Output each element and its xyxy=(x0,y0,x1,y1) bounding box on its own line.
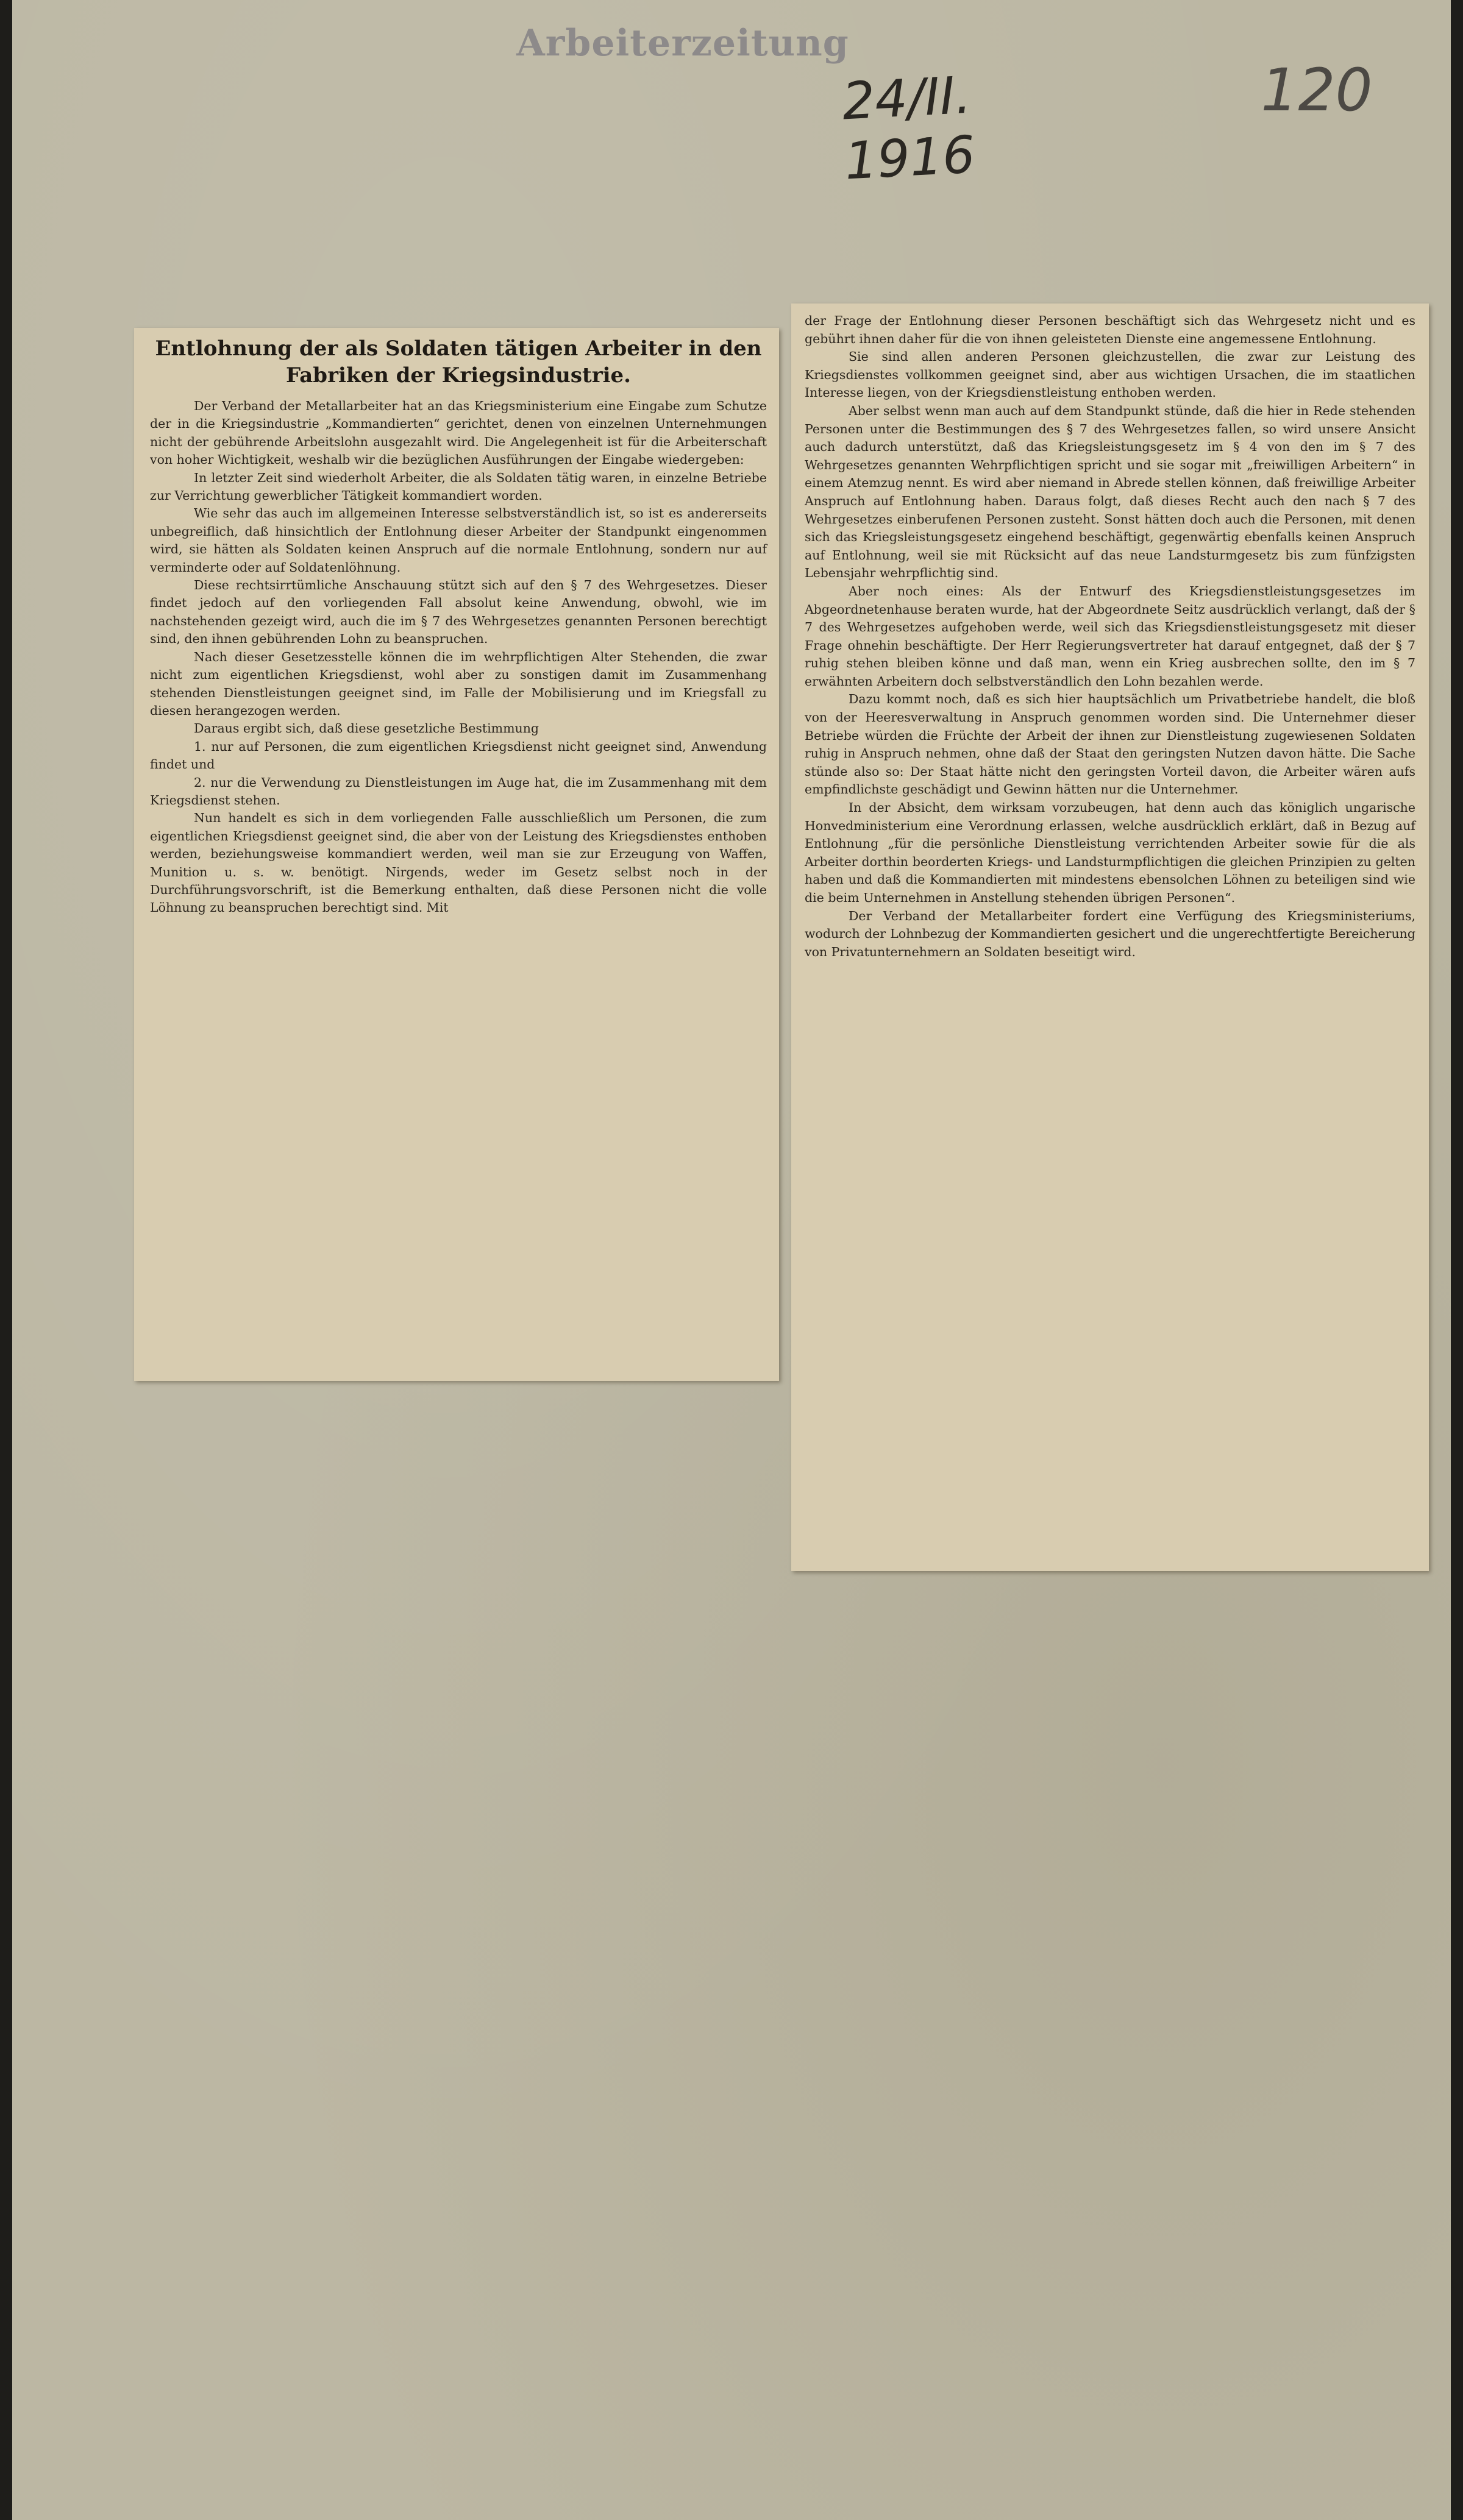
article-paragraph: Nun handelt es sich in dem vorliegenden Falle ausschließlich um Personen, die zum eigentlichen Kriegsdienst geeignet sind, die aber von der Leistung des Kriegsdienstes enthoben werden, beziehungsweise kommandiert werden, weil man sie zur Erzeugung von Waffen, Munition u. s. w. benötigt. Nirgends, weder im Gesetz selbst noch in der Durchführungsvorschrift, ist die Bemerkung enthalten, daß diese Personen nicht die volle Löhnung zu beanspruchen berechtigt sind. Mit xyxy=(150,811,767,915)
clipping-right-column xyxy=(791,303,1429,1571)
article-paragraph: Dazu kommt noch, daß es sich hier hauptsächlich um Privatbetriebe handelt, die bloß von der Heeresverwaltung in Anspruch genommen worden sind. Die Unternehmer dieser Betriebe würden die Früchte der Arbeit der ihnen zur Dienstleistung zugewiesenen Soldaten ruhig in Anspruch nehmen, ohne daß der Staat den geringsten Nutzen davon hätte. Die Sache stünde also so: Der Staat hätte nicht den geringsten Vorteil davon, die Arbeiter wären aufs empfindlichste geschädigt und Gewinn hätten nur die Unternehmer. xyxy=(805,692,1415,797)
archive-sheet xyxy=(12,0,1451,2520)
article-headline: Entlohnung der als Soldaten tätigen Arbeiter in den Fabriken der Kriegsindustrie. xyxy=(155,336,762,388)
newspaper-stamp: Arbeiterzeitung xyxy=(516,22,849,65)
article-list-item: 2. nur die Verwendung zu Dienstleistungen im Auge hat, die im Zusammenhang mit dem Kriegsdienst stehen. xyxy=(150,775,767,807)
article-list-item: 1. nur auf Personen, die zum eigentlichen Kriegsdienst nicht geeignet sind, Anwendung findet und xyxy=(150,739,767,772)
article-paragraph: Wie sehr das auch im allgemeinen Interesse selbstverständlich ist, so ist es andererseits unbegreiflich, daß hinsichtlich der Entlohnung dieser Arbeiter der Standpunkt eingenommen wird, sie hätten als Soldaten keinen Anspruch auf die normale Entlohnung, sondern nur auf verminderte oder auf Soldatenlöhnung. xyxy=(150,506,767,575)
handwritten-number: 120 xyxy=(1261,56,1373,124)
article-paragraph: Der Verband der Metallarbeiter hat an das Kriegsministerium eine Eingabe zum Schutze der in die Kriegsindustrie „Kommandierten“ gerichtet, denen von einzelnen Unternehmungen nicht der gebührende Arbeitslohn ausgezahlt wird. Die Angelegenheit ist für die Arbeiterschaft von hoher Wichtigkeit, weshalb wir die bezüglichen Ausführungen der Eingabe wiedergeben: xyxy=(150,399,767,467)
article-paragraph: Aber selbst wenn man auch auf dem Standpunkt stünde, daß die hier in Rede stehenden Personen unter die Bestimmungen des § 7 des Wehrgesetzes fallen, so wird unsere Ansicht auch dadurch unterstützt, daß das Kriegsleistungsgesetz im § 4 von den im § 7 des Wehrgesetzes genannten Wehrpflichtigen spricht und sie sogar mit „freiwilligen Arbeitern“ in einem Atemzug nennt. Es wird aber niemand in Abrede stellen können, daß freiwillige Arbeiter Anspruch auf Entlohnung haben. Daraus folgt, daß dieses Recht auch den nach § 7 des Wehrgesetzes einberufenen Personen zusteht. Sonst hätten doch auch die Personen, mit denen sich das Kriegsleistungsgesetz eingehend beschäftigt, gegenwärtig ebenfalls keinen Anspruch auf Entlohnung, weil sie mit Rücksicht auf das neue Landsturmgesetz bis zum fünfzigsten Lebensjahr wehrpflichtig sind. xyxy=(805,403,1415,581)
article-paragraph: Aber noch eines: Als der Entwurf des Kriegsdienstleistungsgesetzes im Abgeordnetenhause beraten wurde, hat der Abgeordnete Seitz ausdrücklich verlangt, daß der § 7 des Wehrgesetzes aufgehoben werde, weil sich das Kriegsdienstleistungsgesetz mit dieser Frage ohnehin beschäftigte. Der Herr Regierungsvertreter hat darauf entgegnet, daß der § 7 ruhig stehen bleiben könne und daß man, wenn ein Krieg ausbrechen sollte, den im § 7 erwähnten Arbeitern doch selbstverständlich den Lohn bezahlen werde. xyxy=(805,583,1415,689)
article-paragraph: der Frage der Entlohnung dieser Personen beschäftigt sich das Wehrgesetz nicht und es gebührt ihnen daher für die von ihnen geleisteten Dienste eine angemessene Entlohnung. xyxy=(805,313,1415,346)
article-paragraph: Sie sind allen anderen Personen gleichzustellen, die zwar zur Leistung des Kriegsdienstes vollkommen geeignet sind, aber aus wichtigen Ursachen, die im staatlichen Interesse liegen, von der Kriegsdienstleistung enthoben werden. xyxy=(805,349,1415,400)
article-paragraph: Daraus ergibt sich, daß diese gesetzliche Bestimmung xyxy=(194,721,539,736)
handwritten-date: 24/II. 1916 xyxy=(841,65,977,191)
article-paragraph: In letzter Zeit sind wiederholt Arbeiter, die als Soldaten tätig waren, in einzelne Betriebe zur Verrichtung gewerblicher Tätigkeit kommandiert worden. xyxy=(150,470,767,503)
article-paragraph: In der Absicht, dem wirksam vorzubeugen, hat denn auch das königlich ungarische Honvedministerium eine Verordnung erlassen, welche ausdrücklich erklärt, daß in Bezug auf Entlohnung „für die persönliche Dienstleistung verrichtenden Arbeiter sowie für die als Arbeiter dorthin beorderten Kriegs- und Landsturmpflichtigen die gleichen Prinzipien zu gelten haben und daß die Kommandierten mit mindestens ebensolchen Löhnen zu beteiligen sind wie die beim Unternehmen in Anstellung stehenden übrigen Personen“. xyxy=(805,800,1415,905)
article-paragraph: Nach dieser Gesetzesstelle können die im wehrpflichtigen Alter Stehenden, die zwar nicht zum eigentlichen Kriegsdienst, wohl aber zu sonstigen damit im Zusammenhang stehenden Dienstleistungen geeignet sind, im Falle der Mobilisierung und im Kriegsfall zu diesen herangezogen werden. xyxy=(150,649,767,718)
article-paragraph: Der Verband der Metallarbeiter fordert eine Verfügung des Kriegsministeriums, wodurch der Lohnbezug der Kommandierten gesichert und die ungerechtfertigte Bereicherung von Privatunternehmern an Soldaten beseitigt wird. xyxy=(805,908,1415,959)
clipping-left-column xyxy=(134,328,779,1381)
article-paragraph: Diese rechtsirrtümliche Anschauung stützt sich auf den § 7 des Wehrgesetzes. Dieser findet jedoch auf den vorliegenden Fall absolut keine Anwendung, obwohl, wie im nachstehenden gezeigt wird, auch die im § 7 des Wehrgesetzes genannten Personen berechtigt sind, den ihnen gebührenden Lohn zu beanspruchen. xyxy=(150,578,767,647)
